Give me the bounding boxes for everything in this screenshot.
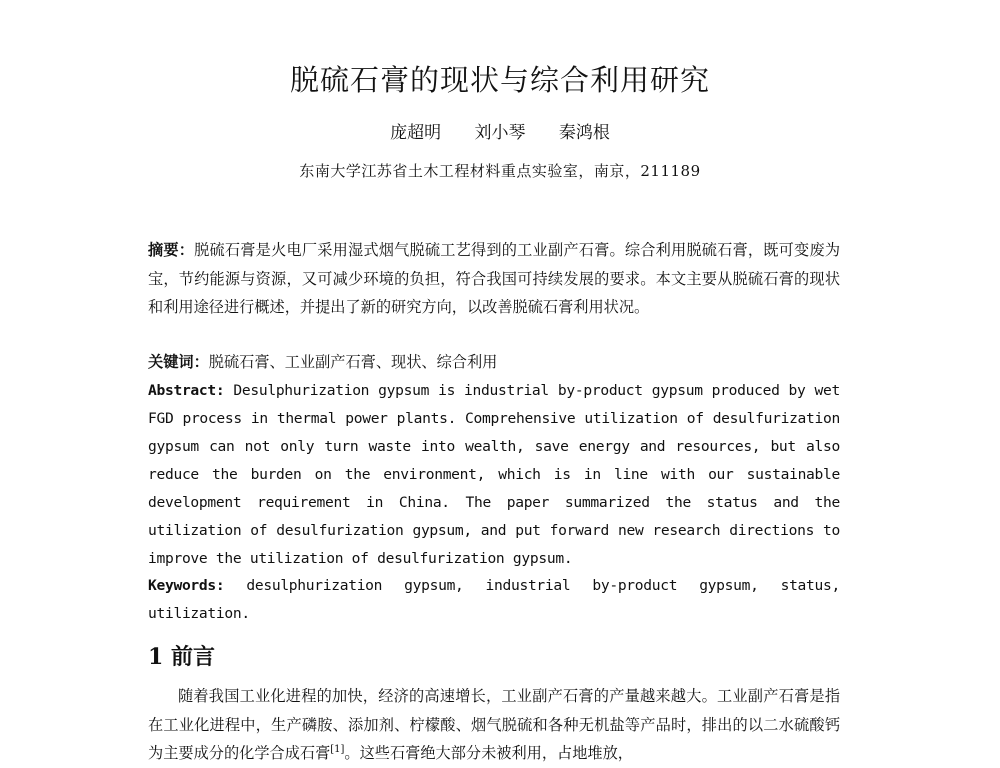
author-list: [0, 118, 1000, 143]
paper-title: 脱硫石膏的现状与综合利用研究: [289, 63, 710, 97]
keywords-zh-text: 脱硫石膏、工业副产石膏、现状、综合利用: [208, 353, 498, 371]
keywords-en-text: desulphurization gypsum, industrial by-product gypsum, status, utilization.: [148, 577, 840, 622]
section-heading-introduction: 1 前言: [148, 644, 215, 670]
abstract-zh-label: 摘要：: [148, 241, 195, 259]
author: 刘小琴: [474, 123, 526, 143]
introduction-paragraph: [148, 682, 840, 768]
abstract-chinese: [148, 236, 840, 322]
introduction-section: [148, 682, 840, 768]
keywords-zh-label: 关键词：: [148, 353, 209, 371]
abstract-english: [148, 377, 840, 573]
author: 庞超明: [390, 123, 442, 143]
citation-link[interactable]: [1]: [330, 743, 345, 755]
abstract-en-label: Abstract:: [148, 382, 225, 399]
abstract-zh-text: 脱硫石膏是火电厂采用湿式烟气脱硫工艺得到的工业副产石膏。综合利用脱硫石膏，既可变废为宝，节约能源与资源，又可减少环境的负担，符合我国可持续发展的要求。本文主要从脱硫石膏的现状和利用途径进行概述，并提出了新的研究方向，以改善脱硫石膏利用状况。: [148, 241, 841, 316]
keywords-en-label: Keywords:: [148, 577, 225, 594]
author: 秦鸿根: [558, 123, 610, 143]
keywords-chinese: [148, 348, 840, 377]
intro-text-part1: 随着我国工业化进程的加快，经济的高速增长，工业副产石膏的产量越来越大。工业副产石膏是指在工业化进程中，生产磷胺、添加剂、柠檬酸、烟气脱硫和各种无机盐等产品时，排出的以二水硫酸钙为主要成分的化学合成石膏: [148, 687, 840, 762]
keywords-english: [148, 572, 840, 628]
intro-text-part2: 。这些石膏绝大部分未被利用，占地堆放，: [344, 744, 633, 762]
abstract-en-text: Desulphurization gypsum is industrial by-product gypsum produced by wet FGD process in thermal power plants. Comprehensive utilization of desulfurization gypsum can not only turn waste into wealth, save energy and resources, but also reduce the burden on the environment, which is in line with our sustainable development requirement in China. The paper summarized the status and the utilization of desulfurization gypsum, and put forward new research directions to improve the utilization of desulfurization gypsum.: [148, 382, 840, 567]
affiliation: 东南大学江苏省土木工程材料重点实验室，南京，211189: [299, 162, 701, 180]
